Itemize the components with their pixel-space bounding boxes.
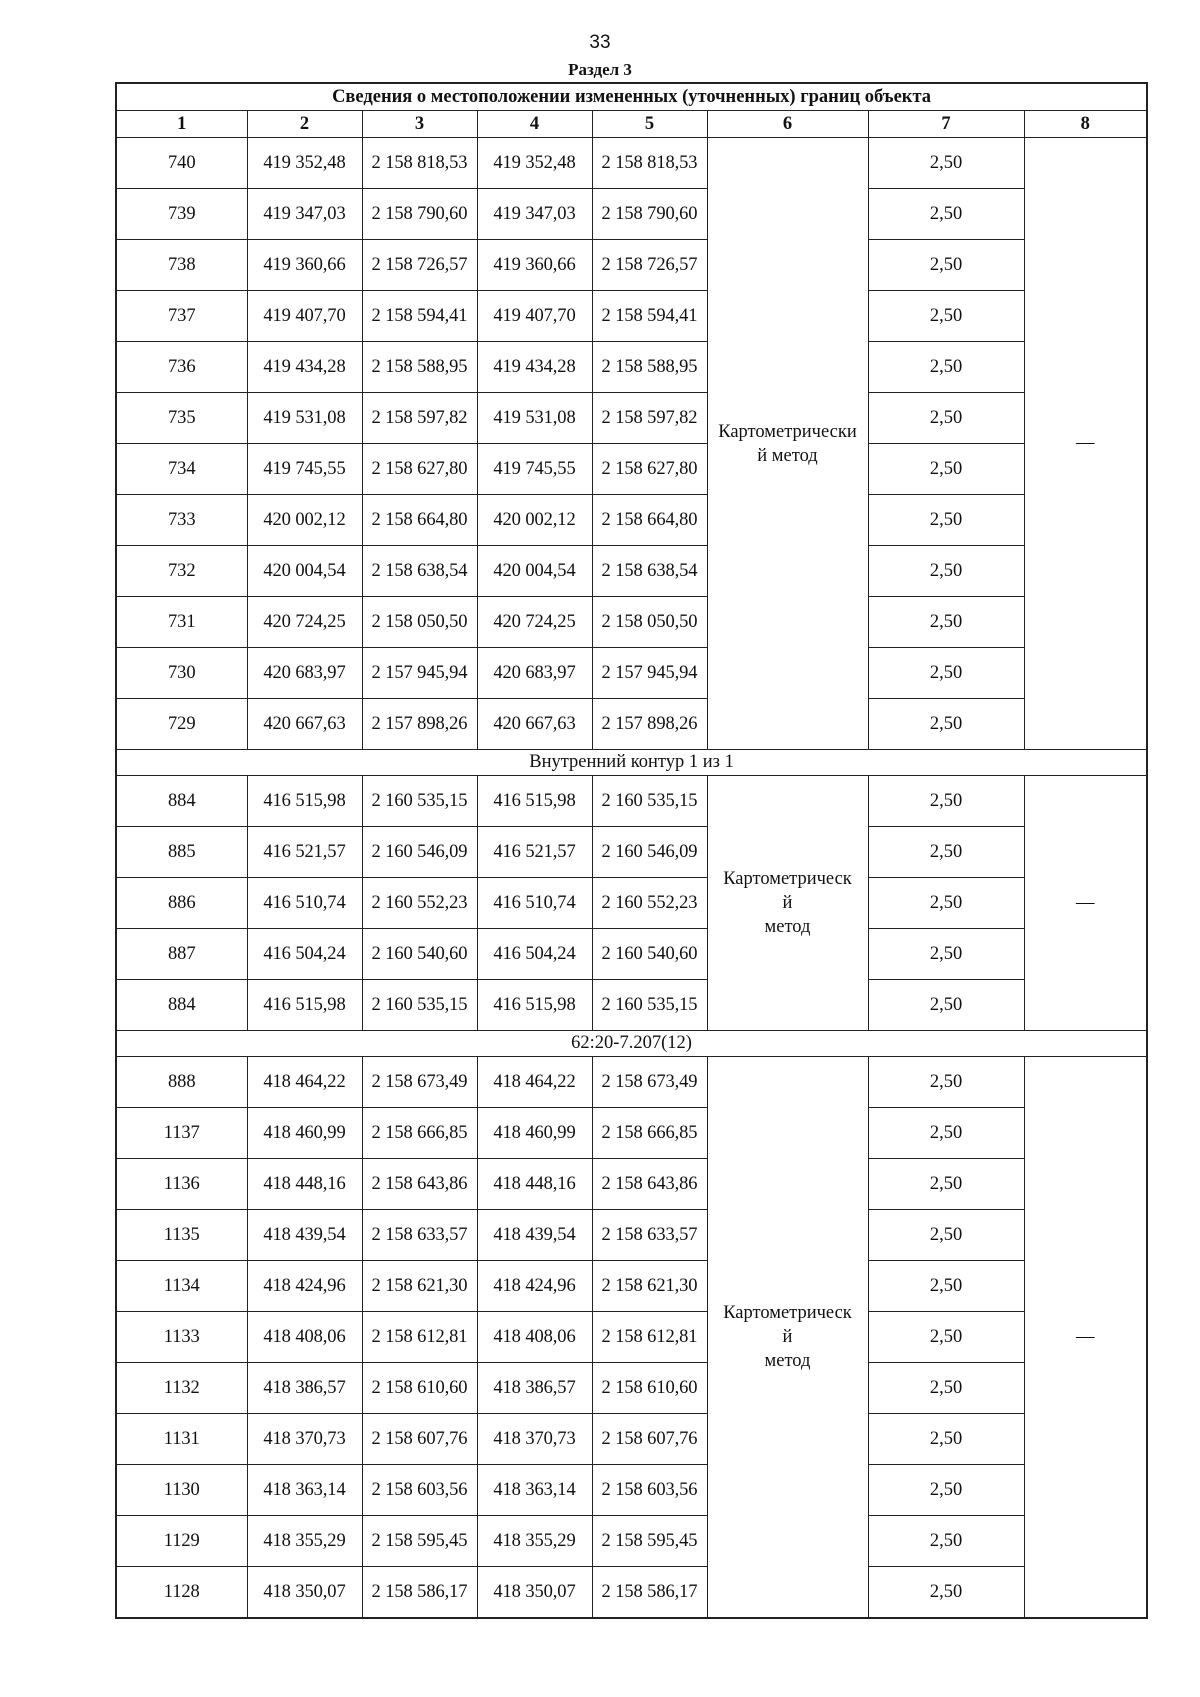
- x-new-cell: 420 004,54: [477, 546, 592, 597]
- contour-label: 62:20-7.207(12): [116, 1031, 1147, 1057]
- point-number-cell: 739: [116, 189, 247, 240]
- y-new-cell: 2 158 638,54: [592, 546, 707, 597]
- x-new-cell: 418 350,07: [477, 1567, 592, 1619]
- y-new-cell: 2 158 612,81: [592, 1312, 707, 1363]
- y-existing-cell: 2 158 610,60: [362, 1363, 477, 1414]
- table-row: [116, 138, 1147, 189]
- x-existing-cell: 418 448,16: [247, 1159, 362, 1210]
- y-new-cell: 2 158 603,56: [592, 1465, 707, 1516]
- x-existing-cell: 419 407,70: [247, 291, 362, 342]
- x-new-cell: 420 683,97: [477, 648, 592, 699]
- y-new-cell: 2 158 666,85: [592, 1108, 707, 1159]
- x-new-cell: 420 724,25: [477, 597, 592, 648]
- method-text-line: Картометрическ: [723, 869, 852, 889]
- table-row: [116, 393, 1147, 444]
- y-existing-cell: 2 158 595,45: [362, 1516, 477, 1567]
- y-new-cell: 2 158 726,57: [592, 240, 707, 291]
- accuracy-cell: 2,50: [868, 1261, 1024, 1312]
- method-text-line: Картометрически: [718, 421, 857, 442]
- x-existing-cell: 419 347,03: [247, 189, 362, 240]
- y-new-cell: 2 157 945,94: [592, 648, 707, 699]
- table-row: [116, 291, 1147, 342]
- y-new-cell: 2 158 595,45: [592, 1516, 707, 1567]
- y-existing-cell: 2 158 612,81: [362, 1312, 477, 1363]
- point-number-cell: 888: [116, 1057, 247, 1108]
- y-existing-cell: 2 158 666,85: [362, 1108, 477, 1159]
- column-header: 5: [592, 111, 707, 138]
- y-new-cell: 2 158 610,60: [592, 1363, 707, 1414]
- y-existing-cell: 2 157 898,26: [362, 699, 477, 750]
- accuracy-cell: 2,50: [868, 1210, 1024, 1261]
- x-new-cell: 419 434,28: [477, 342, 592, 393]
- accuracy-cell: 2,50: [868, 1414, 1024, 1465]
- x-existing-cell: 418 464,22: [247, 1057, 362, 1108]
- x-new-cell: 416 515,98: [477, 776, 592, 827]
- x-existing-cell: 418 350,07: [247, 1567, 362, 1619]
- point-number-cell: 736: [116, 342, 247, 393]
- point-number-cell: 1133: [116, 1312, 247, 1363]
- method-cell: [707, 776, 868, 1031]
- y-new-cell: 2 158 633,57: [592, 1210, 707, 1261]
- x-new-cell: 418 439,54: [477, 1210, 592, 1261]
- y-existing-cell: 2 157 945,94: [362, 648, 477, 699]
- table-row: [116, 699, 1147, 750]
- table-row: [116, 929, 1147, 980]
- x-existing-cell: 416 515,98: [247, 776, 362, 827]
- table-row: [116, 597, 1147, 648]
- accuracy-cell: 2,50: [868, 827, 1024, 878]
- accuracy-cell: 2,50: [868, 342, 1024, 393]
- point-number-cell: 729: [116, 699, 247, 750]
- column-header: 8: [1024, 111, 1147, 138]
- y-new-cell: 2 158 643,86: [592, 1159, 707, 1210]
- accuracy-cell: 2,50: [868, 1108, 1024, 1159]
- accuracy-cell: 2,50: [868, 138, 1024, 189]
- y-new-cell: 2 160 535,15: [592, 980, 707, 1031]
- y-existing-cell: 2 158 726,57: [362, 240, 477, 291]
- table-row: [116, 495, 1147, 546]
- x-existing-cell: 419 531,08: [247, 393, 362, 444]
- column-header-row: [116, 111, 1147, 138]
- point-number-cell: 1129: [116, 1516, 247, 1567]
- method-cell: [707, 1057, 868, 1619]
- x-new-cell: 416 504,24: [477, 929, 592, 980]
- column-header: 7: [868, 111, 1024, 138]
- x-existing-cell: 418 439,54: [247, 1210, 362, 1261]
- x-new-cell: 420 002,12: [477, 495, 592, 546]
- x-new-cell: 418 386,57: [477, 1363, 592, 1414]
- accuracy-cell: 2,50: [868, 240, 1024, 291]
- column-header: 6: [707, 111, 868, 138]
- x-new-cell: 419 360,66: [477, 240, 592, 291]
- description-cell: —: [1024, 138, 1147, 750]
- point-number-cell: 737: [116, 291, 247, 342]
- point-number-cell: 740: [116, 138, 247, 189]
- table-row: [116, 776, 1147, 827]
- y-new-cell: 2 158 664,80: [592, 495, 707, 546]
- table-row: [116, 1108, 1147, 1159]
- y-existing-cell: 2 158 603,56: [362, 1465, 477, 1516]
- accuracy-cell: 2,50: [868, 776, 1024, 827]
- table-row: [116, 1057, 1147, 1108]
- x-new-cell: 419 531,08: [477, 393, 592, 444]
- point-number-cell: 738: [116, 240, 247, 291]
- table-body: [116, 138, 1147, 1619]
- x-existing-cell: 420 004,54: [247, 546, 362, 597]
- point-number-cell: 730: [116, 648, 247, 699]
- x-new-cell: 419 347,03: [477, 189, 592, 240]
- contour-label-row: [116, 750, 1147, 776]
- contour-label-row: [116, 1031, 1147, 1057]
- accuracy-cell: 2,50: [868, 878, 1024, 929]
- x-existing-cell: 418 424,96: [247, 1261, 362, 1312]
- x-new-cell: 418 408,06: [477, 1312, 592, 1363]
- x-existing-cell: 418 363,14: [247, 1465, 362, 1516]
- x-existing-cell: 416 521,57: [247, 827, 362, 878]
- y-new-cell: 2 157 898,26: [592, 699, 707, 750]
- y-existing-cell: 2 158 790,60: [362, 189, 477, 240]
- table-row: [116, 240, 1147, 291]
- x-existing-cell: 420 002,12: [247, 495, 362, 546]
- description-cell: —: [1024, 776, 1147, 1031]
- description-cell: —: [1024, 1057, 1147, 1619]
- accuracy-cell: 2,50: [868, 393, 1024, 444]
- table-row: [116, 546, 1147, 597]
- y-existing-cell: 2 158 818,53: [362, 138, 477, 189]
- accuracy-cell: 2,50: [868, 699, 1024, 750]
- point-number-cell: 1132: [116, 1363, 247, 1414]
- table-row: [116, 648, 1147, 699]
- table-row: [116, 1261, 1147, 1312]
- method-text-line: метод: [764, 1351, 811, 1371]
- y-existing-cell: 2 160 540,60: [362, 929, 477, 980]
- x-existing-cell: 420 724,25: [247, 597, 362, 648]
- y-existing-cell: 2 160 535,15: [362, 980, 477, 1031]
- y-existing-cell: 2 158 643,86: [362, 1159, 477, 1210]
- x-existing-cell: 418 370,73: [247, 1414, 362, 1465]
- point-number-cell: 734: [116, 444, 247, 495]
- point-number-cell: 1136: [116, 1159, 247, 1210]
- method-text-line: Картометрическ: [723, 1303, 852, 1323]
- y-existing-cell: 2 158 638,54: [362, 546, 477, 597]
- y-existing-cell: 2 158 594,41: [362, 291, 477, 342]
- x-new-cell: 419 352,48: [477, 138, 592, 189]
- table-row: [116, 1312, 1147, 1363]
- table-row: [116, 1210, 1147, 1261]
- y-existing-cell: 2 158 586,17: [362, 1567, 477, 1619]
- x-existing-cell: 416 510,74: [247, 878, 362, 929]
- section-title: Раздел 3: [568, 60, 632, 79]
- table-row: [116, 980, 1147, 1031]
- accuracy-cell: 2,50: [868, 189, 1024, 240]
- x-existing-cell: 420 683,97: [247, 648, 362, 699]
- x-new-cell: 418 370,73: [477, 1414, 592, 1465]
- y-new-cell: 2 158 597,82: [592, 393, 707, 444]
- boundary-table: [115, 82, 1148, 1619]
- method-text-line: й метод: [757, 445, 818, 466]
- accuracy-cell: 2,50: [868, 1516, 1024, 1567]
- x-new-cell: 419 407,70: [477, 291, 592, 342]
- point-number-cell: 733: [116, 495, 247, 546]
- point-number-cell: 1131: [116, 1414, 247, 1465]
- table-row: [116, 1414, 1147, 1465]
- accuracy-cell: 2,50: [868, 1312, 1024, 1363]
- x-new-cell: 418 355,29: [477, 1516, 592, 1567]
- x-existing-cell: 418 355,29: [247, 1516, 362, 1567]
- accuracy-cell: 2,50: [868, 495, 1024, 546]
- x-existing-cell: 418 408,06: [247, 1312, 362, 1363]
- point-number-cell: 884: [116, 776, 247, 827]
- x-existing-cell: 420 667,63: [247, 699, 362, 750]
- table-row: [116, 1363, 1147, 1414]
- x-new-cell: 418 448,16: [477, 1159, 592, 1210]
- table-row: [116, 827, 1147, 878]
- x-new-cell: 416 521,57: [477, 827, 592, 878]
- point-number-cell: 735: [116, 393, 247, 444]
- x-existing-cell: 419 352,48: [247, 138, 362, 189]
- page-number: 33: [589, 32, 611, 53]
- x-new-cell: 418 363,14: [477, 1465, 592, 1516]
- accuracy-cell: 2,50: [868, 1057, 1024, 1108]
- point-number-cell: 731: [116, 597, 247, 648]
- table-row: [116, 1465, 1147, 1516]
- point-number-cell: 1130: [116, 1465, 247, 1516]
- x-existing-cell: 419 360,66: [247, 240, 362, 291]
- accuracy-cell: 2,50: [868, 1465, 1024, 1516]
- y-existing-cell: 2 158 597,82: [362, 393, 477, 444]
- accuracy-cell: 2,50: [868, 1567, 1024, 1619]
- point-number-cell: 887: [116, 929, 247, 980]
- point-number-cell: 1135: [116, 1210, 247, 1261]
- point-number-cell: 884: [116, 980, 247, 1031]
- y-existing-cell: 2 160 535,15: [362, 776, 477, 827]
- y-new-cell: 2 158 790,60: [592, 189, 707, 240]
- table-row: [116, 189, 1147, 240]
- table-row: [116, 1516, 1147, 1567]
- x-new-cell: 418 464,22: [477, 1057, 592, 1108]
- y-new-cell: 2 158 818,53: [592, 138, 707, 189]
- y-existing-cell: 2 160 546,09: [362, 827, 477, 878]
- method-text-line: й: [782, 1327, 793, 1347]
- x-new-cell: 416 510,74: [477, 878, 592, 929]
- y-existing-cell: 2 158 673,49: [362, 1057, 477, 1108]
- accuracy-cell: 2,50: [868, 444, 1024, 495]
- point-number-cell: 1134: [116, 1261, 247, 1312]
- accuracy-cell: 2,50: [868, 597, 1024, 648]
- table-row: [116, 878, 1147, 929]
- y-new-cell: 2 158 594,41: [592, 291, 707, 342]
- y-new-cell: 2 160 535,15: [592, 776, 707, 827]
- x-existing-cell: 419 745,55: [247, 444, 362, 495]
- y-new-cell: 2 160 552,23: [592, 878, 707, 929]
- y-existing-cell: 2 158 633,57: [362, 1210, 477, 1261]
- accuracy-cell: 2,50: [868, 546, 1024, 597]
- y-new-cell: 2 158 673,49: [592, 1057, 707, 1108]
- point-number-cell: 885: [116, 827, 247, 878]
- table-caption: Сведения о местоположении измененных (уточненных) границ объекта: [116, 83, 1147, 111]
- accuracy-cell: 2,50: [868, 980, 1024, 1031]
- point-number-cell: 1128: [116, 1567, 247, 1619]
- point-number-cell: 1137: [116, 1108, 247, 1159]
- table-row: [116, 1159, 1147, 1210]
- y-new-cell: 2 158 050,50: [592, 597, 707, 648]
- point-number-cell: 886: [116, 878, 247, 929]
- x-existing-cell: 418 460,99: [247, 1108, 362, 1159]
- y-existing-cell: 2 160 552,23: [362, 878, 477, 929]
- y-new-cell: 2 158 586,17: [592, 1567, 707, 1619]
- x-new-cell: 418 424,96: [477, 1261, 592, 1312]
- x-new-cell: 420 667,63: [477, 699, 592, 750]
- y-new-cell: 2 158 621,30: [592, 1261, 707, 1312]
- accuracy-cell: 2,50: [868, 1159, 1024, 1210]
- y-new-cell: 2 160 540,60: [592, 929, 707, 980]
- x-new-cell: 418 460,99: [477, 1108, 592, 1159]
- y-existing-cell: 2 158 588,95: [362, 342, 477, 393]
- accuracy-cell: 2,50: [868, 929, 1024, 980]
- x-existing-cell: 416 515,98: [247, 980, 362, 1031]
- y-existing-cell: 2 158 621,30: [362, 1261, 477, 1312]
- method-text-line: метод: [764, 917, 811, 937]
- x-existing-cell: 418 386,57: [247, 1363, 362, 1414]
- y-new-cell: 2 160 546,09: [592, 827, 707, 878]
- accuracy-cell: 2,50: [868, 1363, 1024, 1414]
- table-row: [116, 342, 1147, 393]
- x-new-cell: 419 745,55: [477, 444, 592, 495]
- y-new-cell: 2 158 607,76: [592, 1414, 707, 1465]
- y-new-cell: 2 158 627,80: [592, 444, 707, 495]
- table-row: [116, 444, 1147, 495]
- method-cell: [707, 138, 868, 750]
- y-new-cell: 2 158 588,95: [592, 342, 707, 393]
- x-existing-cell: 416 504,24: [247, 929, 362, 980]
- accuracy-cell: 2,50: [868, 291, 1024, 342]
- method-text-line: й: [782, 893, 793, 913]
- y-existing-cell: 2 158 050,50: [362, 597, 477, 648]
- table-row: [116, 1567, 1147, 1619]
- y-existing-cell: 2 158 607,76: [362, 1414, 477, 1465]
- point-number-cell: 732: [116, 546, 247, 597]
- column-header: 3: [362, 111, 477, 138]
- x-new-cell: 416 515,98: [477, 980, 592, 1031]
- column-header: 4: [477, 111, 592, 138]
- contour-label: Внутренний контур 1 из 1: [116, 750, 1147, 776]
- column-header: 2: [247, 111, 362, 138]
- x-existing-cell: 419 434,28: [247, 342, 362, 393]
- column-header: 1: [116, 111, 247, 138]
- accuracy-cell: 2,50: [868, 648, 1024, 699]
- y-existing-cell: 2 158 664,80: [362, 495, 477, 546]
- y-existing-cell: 2 158 627,80: [362, 444, 477, 495]
